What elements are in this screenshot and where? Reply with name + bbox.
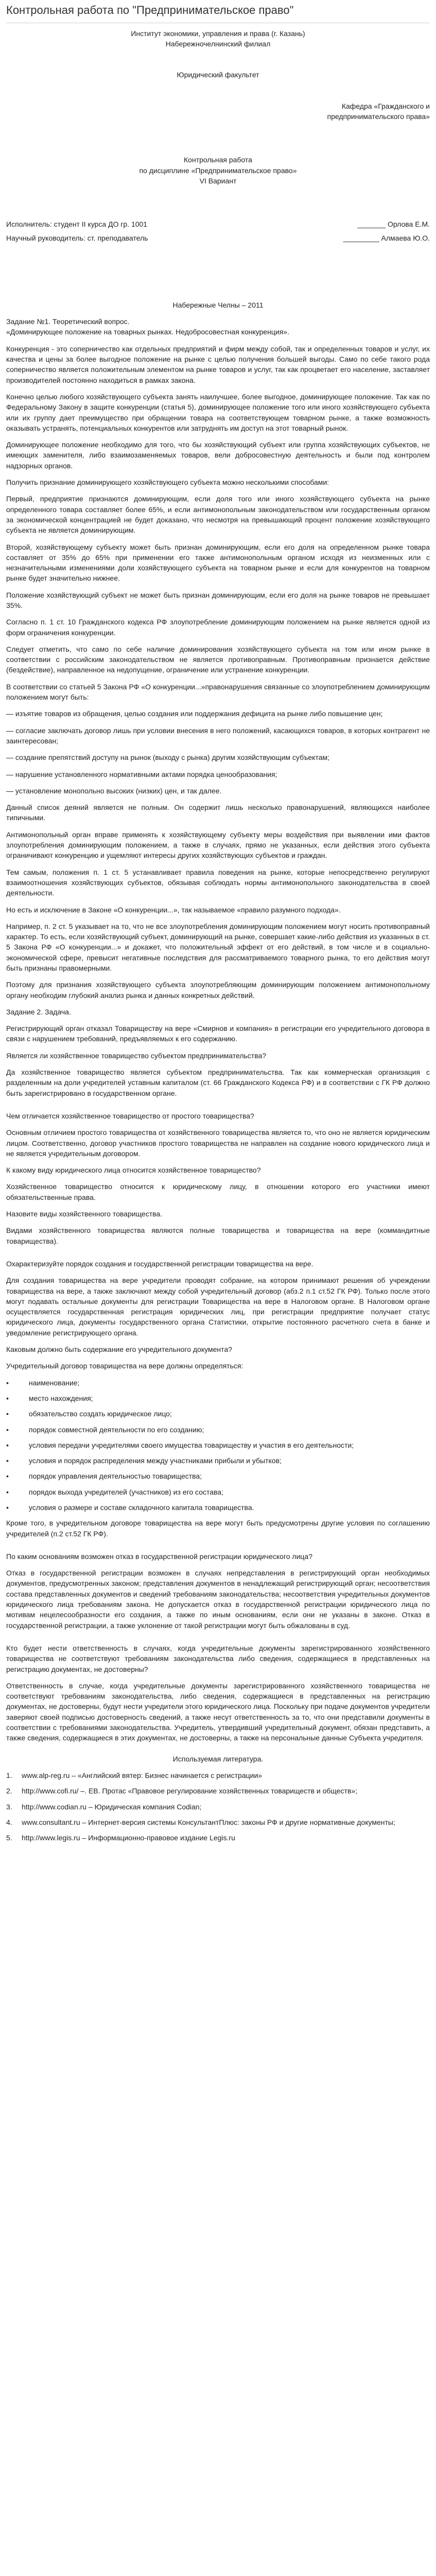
list-item [6, 1425, 430, 1435]
branch-name: Набережночелнинский филиал [165, 40, 271, 48]
references-section [6, 1754, 430, 1843]
bullet-icon: • [6, 1456, 9, 1465]
discipline: по дисциплине «Предпринимательское право» [139, 166, 297, 175]
list-item-text: обязательство создать юридическое лицо; [28, 1410, 172, 1418]
paragraph: Тем самым, положения п. 1 ст. 5 устанавливает правила поведения на рынке, которые непосредственно регулируют взаимоотношения хозяйствующих субъектов, обязывая соблюдать нормы антимонопольного законодательства в своей деятельности. [6, 868, 430, 897]
paragraph: Доминирующее положение необходимо для того, что бы хозяйствующий субъект или группа хозяйствующих субъектов, не имеющих заменителя, либо взаимозаменяемых товаров, вели добросовестную деятельность и были под контролем надзорных органов. [6, 440, 430, 470]
paragraph: Но есть и исключение в Законе «О конкуренции...», так называемое «правило разумного подхода». [6, 905, 341, 914]
list-item [6, 1455, 430, 1466]
institute-name: Институт экономики, управления и права (г. Казань) [131, 29, 305, 38]
reference-link[interactable]: www.alp-reg.ru – «Английский вятер: Бизнес начинается с регистрации» [22, 1771, 263, 1780]
list-item-text: порядок совместной деятельности по его созданию; [28, 1425, 204, 1434]
task-2-section [6, 1007, 430, 1743]
reference-link[interactable]: http://www.codian.ru – Юридическая компания Codian; [22, 1802, 202, 1811]
paragraph: Например, п. 2 ст. 5 указывает на то, что не все злоупотребления доминирующим положением могут носить противоправный характер. То есть, если хозяйствующий субъект, доминирующий на рынке, совершает какие-либо действия из указанных в ст. 5 Закона РФ «О конкуренции...» и докажет, что положительный эффект от его действий, в том числе и в социально-экономической сфере, превысит негативные последствия для рассматриваемого товарного рынка, то его действия могут быть признаны правомерными. [6, 922, 430, 972]
answer: Хозяйственное товарищество относится к юридическому лицу, в отношении которого его участники имеют обязательственные права. [6, 1182, 430, 1201]
answer: Видами хозяйственного товарищества являются полные товарищества и товарищества на вере (коммандитные товарищества). [6, 1226, 430, 1245]
list-item-text: условия и порядок распределения между участниками прибыли и убытков; [28, 1456, 282, 1465]
bullet-icon: • [6, 1503, 9, 1512]
faculty-name: Юридический факультет [177, 71, 259, 79]
task-1-subheading: «Доминирующее положение на товарных рынках. Недобросовестная конкуренция». [6, 328, 289, 336]
answer: Основным отличием простого товарищества от хозяйственного товарищества является то, что оно не является юридическим лицом. Соответственно, договор участников простого товарищества не направлен на создание нового юридического лица и не является учредительным договором. [6, 1128, 430, 1158]
department-line-2: предпринимательского права» [327, 112, 430, 121]
task-2-heading: Задание 2. Задача. [6, 1007, 71, 1016]
reference-item [6, 1786, 430, 1796]
reference-number: 2. [6, 1787, 12, 1795]
paragraph: Данный список деяний является не полным. Он содержит лишь несколько правонарушений, являющихся наиболее типичными. [6, 803, 430, 822]
department-line-1: Кафедра «Гражданского и [341, 101, 430, 110]
title-page [6, 28, 430, 316]
answer: Да хозяйственное товарищество является субъектом предпринимательства. Так как коммерческая организация с разделенным на доли учредителей уставным капиталом (ст. 66 Гражданского Кодекса РФ) и в соответствии с ГК РФ должно быть зарегистрировано в государственном органе. [6, 1068, 430, 1097]
list-item [6, 1502, 430, 1513]
page-title: Контрольная работа по "Предпринимательское право" [6, 4, 294, 16]
list-item-text: место нахождения; [28, 1394, 93, 1402]
violation-item: — создание препятствий доступу на рынок (выходу с рынка) другим хозяйствующим субъектам; [6, 753, 329, 762]
question: Каковым должно быть содержание его учредительного документа? [6, 1345, 232, 1354]
paragraph: Получить признание доминирующего хозяйствующего субъекта можно несколькими способами: [6, 478, 329, 487]
reference-number: 1. [6, 1771, 12, 1780]
question: Назовите виды хозяйственного товарищества. [6, 1210, 163, 1218]
answer: Для создания товарищества на вере учредители проводят собрание, на котором принимают решения об учреждении товарищества на вере, а также заключают между собой учредительный договор (абз.2 п.1 ст.52 ГК РФ). Только после этого могут подавать остальные документы для регистрации Товарищества на вере в Налоговом органе. В Налоговом органе осуществляется государственная регистрация юридических лиц, при регистрации предприятие получает статус юридического лица, документы государственного органа Статистики, открытие постоянного расчетного счета в банке и уведомление регистрирующего органа. [6, 1276, 430, 1337]
bullet-icon: • [6, 1394, 9, 1402]
bullet-icon: • [6, 1472, 9, 1481]
paragraph: Конечно целью любого хозяйствующего субъекта занять наилучшее, более выгодное, доминирующее положение. Так как по Федеральному Закону в защите конкуренции (статья 5), доминирующее положение того или иного хозяйствующего субъекта или их группу дает преимущество при обращении товара на соответствующем товарном рынке, а также возможность оказывать устранять, потенциальных конкурентов или затруднять им доступ на этот товарный рынок. [6, 392, 430, 432]
paragraph: Второй, хозяйствующему субъекту может быть признан доминирующим, если его доля на определенном рынке товара составляет от 35% до 65% при применении его также антимонопольным органом исходя из неизменных или с незначительными изменениями доли хозяйствующего субъекта на товарном рынке и если для конкурентов на товарном рынке будет значительно нижнее. [6, 543, 430, 583]
reference-number: 3. [6, 1802, 12, 1811]
bullet-icon: • [6, 1425, 9, 1434]
paragraph: Положение хозяйствующий субъект не может быть признан доминирующим, если его доля на рынке товаров не превышает 35%. [6, 590, 430, 609]
paragraph: В соответствии со статьей 5 Закона РФ «О конкуренции...»правонарушения связанные со злоупотреблением доминирующим положением могут быть: [6, 682, 430, 702]
paragraph: Первый, предприятие признаются доминирующим, если доля того или иного хозяйствующего субъекта на рынке определенного товара составляет более 65%, и если антимонопольным законодательством или государственным органом за экономической концентрацией не будет доказано, что несмотря на превышающий процент положение хозяйствующего субъекта не является доминирующим. [6, 495, 430, 535]
question: К какому виду юридического лица относится хозяйственное товарищество? [6, 1166, 261, 1175]
bullet-icon: • [6, 1487, 9, 1496]
variant: VI Вариант [199, 176, 237, 185]
list-item-text: порядок управления деятельностью товарищества; [28, 1472, 202, 1481]
reference-number: 4. [6, 1818, 12, 1826]
violation-item: — нарушение установленного нормативными актами порядка ценообразования; [6, 770, 277, 778]
question: Чем отличается хозяйственное товарищество от простого товарищества? [6, 1111, 254, 1120]
list-item [6, 1378, 430, 1388]
question: По каким основаниям возможен отказ в государственной регистрации юридического лица? [6, 1552, 313, 1561]
list-item-text: порядок выхода учредителей (участников) из его состава; [28, 1487, 223, 1496]
question: Кто будет нести ответственность в случаях, когда учредительные документы зарегистрированного хозяйственного товарищества не соответствуют требованиям законодательства либо сведения, содержащиеся в представленных на регистрацию документах, не достоверны? [6, 1643, 430, 1673]
reference-item [6, 1817, 430, 1827]
performer-sign: _______ Орлова Е.М. [357, 220, 430, 229]
performer-label: Исполнитель: студент II курса ДО гр. 1001 [6, 220, 148, 229]
work-type: Контрольная работа [184, 156, 252, 164]
performer-row [6, 219, 430, 229]
reference-number: 5. [6, 1834, 12, 1842]
paragraph: Учредительный договор товарищества на вере должны определяться: [6, 1362, 243, 1370]
paragraph: Антимонопольный орган вправе применять к хозяйствующему субъекту меры воздействия при выявлении ими фактов злоупотребления доминирующим положением, а также в случаях, прямо не указанных, если действия этого субъекта ограничивают конкуренцию и ущемляют интересы других хозяйствующих субъектов и граждан. [6, 830, 430, 860]
advisor-label: Научный руководитель: ст. преподаватель [6, 233, 148, 242]
list-item [6, 1393, 430, 1403]
list-item-text: наименование; [28, 1378, 80, 1387]
violation-item: — согласие заключать договор лишь при условии внесения в него положений, касающихся товаров, в которых контрагент не заинтересован; [6, 726, 430, 745]
list-item-text: условия передачи учредителями своего имущества товариществу и участия в его деятельности; [28, 1440, 354, 1449]
reference-item [6, 1770, 430, 1781]
list-item [6, 1409, 430, 1419]
list-item [6, 1440, 430, 1450]
paragraph: Конкуренция - это соперничество как отдельных предприятий и фирм между собой, так и определенных товаров и услуг, их качества и цены за более выгодное положение на рынке с целью получения большей выгоды. Само по себе такого рода соперничество является положительным элементом на рынке товаров и услуг, так как процветает его население, заставляет производителей постоянно находиться в рамках закона. [6, 344, 430, 384]
city-year: Набережные Челны – 2011 [172, 300, 264, 309]
question: Является ли хозяйственное товарищество субъектом предпринимательства? [6, 1051, 267, 1060]
advisor-row [6, 233, 430, 243]
advisor-sign: _________ Алмаева Ю.О. [343, 233, 430, 242]
bullet-icon: • [6, 1410, 9, 1418]
answer: Отказ в государственной регистрации возможен в случаях непредставления в регистрирующий орган необходимых документов, предусмотренных законом; представления документов в ненадлежащий регистрирующий орган; несоответствия состава представленных документов и сведений требованиям законодательства; несоответствия учредительных документов юридического лица требованиям закона. Не допускается отказ в государственной регистрации юридического лица по мотивам нецелесообразности его создания, а также по иным основаниям, если они не указаны в законе. Отказ в государственной регистрации, а также уклонение от такой регистрации могут быть обжалованы в суд. [6, 1569, 430, 1630]
paragraph: Согласно п. 1 ст. 10 Гражданского кодекса РФ злоупотребление доминирующим положением на рынке является одной из форм ограничения конкуренции. [6, 618, 430, 637]
paragraph: Регистрирующий орган отказал Товариществу на вере «Смирнов и компания» в регистрации его учредительного договора в связи с нарушением требований, предъявляемых к его содержанию. [6, 1024, 430, 1043]
bullet-icon: • [6, 1378, 9, 1387]
paragraph: Поэтому для признания хозяйствующего субъекта злоупотребляющим доминирующим положением антимонопольному органу необходим глубокий анализ рынка и данных конкретных действий. [6, 980, 430, 999]
violation-item: — изъятие товаров из обращения, целью создания или поддержания дефицита на рынке либо повышение цен; [6, 709, 383, 718]
reference-item [6, 1833, 430, 1843]
paragraph: Кроме того, в учредительном договоре товарищества на вере могут быть предусмотрены другие условия по соглашению учредителей (п.2 ст.52 ГК РФ). [6, 1519, 430, 1538]
violation-item: — установление монопольно высоких (низких) цен, и так далее. [6, 786, 222, 795]
list-item-text: условия о размере и составе складочного капитала товарищества. [28, 1503, 254, 1512]
references-heading: Используемая литература. [172, 1754, 264, 1763]
question: Охарактеризуйте порядок создания и государственной регистрации товарищества на вере. [6, 1259, 313, 1268]
list-item [6, 1487, 430, 1497]
list-item [6, 1471, 430, 1481]
reference-link[interactable]: http://www.legis.ru – Информационно-правовое издание Legis.ru [22, 1834, 235, 1842]
answer: Ответственность в случае, когда учредительные документы зарегистрированного хозяйственного товарищества не соответствуют требованиям законодательства, либо сведения, содержащиеся в представленных на регистрацию документах, не достоверны, будут нести учредители этого юридического лица. Поскольку при подаче документов учредители заверяют своей подписью достоверность сведений, а также несут ответственность за то, что они представили документы в соответствии с требованиями законодательства. Учредитель, утвердивший учредительный документ, обязан представить, а также сведения, содержащиеся в этих документах, не достоверны, а также на персональные данные Субъекта учредителя. [6, 1681, 430, 1742]
task-1-section [6, 316, 430, 1001]
paragraph: Следует отметить, что само по себе наличие доминирования хозяйствующего субъекта на том или ином рынке в соответствии с российским законодательством не является противоправным. Противоправным признается действие (бездействие), направленное на недопущение, ограничение или устранение конкуренции. [6, 645, 430, 674]
contract-content-list [6, 1378, 430, 1513]
reference-link[interactable]: http://www.cofi.ru/ –. ЕВ. Протас «Правовое регулирование хозяйственных товариществ и обществ»; [22, 1787, 358, 1795]
task-1-heading: Задание №1. Теоретический вопрос. [6, 317, 130, 326]
bullet-icon: • [6, 1440, 9, 1449]
reference-item [6, 1802, 430, 1812]
reference-link[interactable]: www.consultant.ru – Интернет-версия системы КонсультантПлюс: законы РФ и другие нормативные документы; [22, 1818, 395, 1826]
